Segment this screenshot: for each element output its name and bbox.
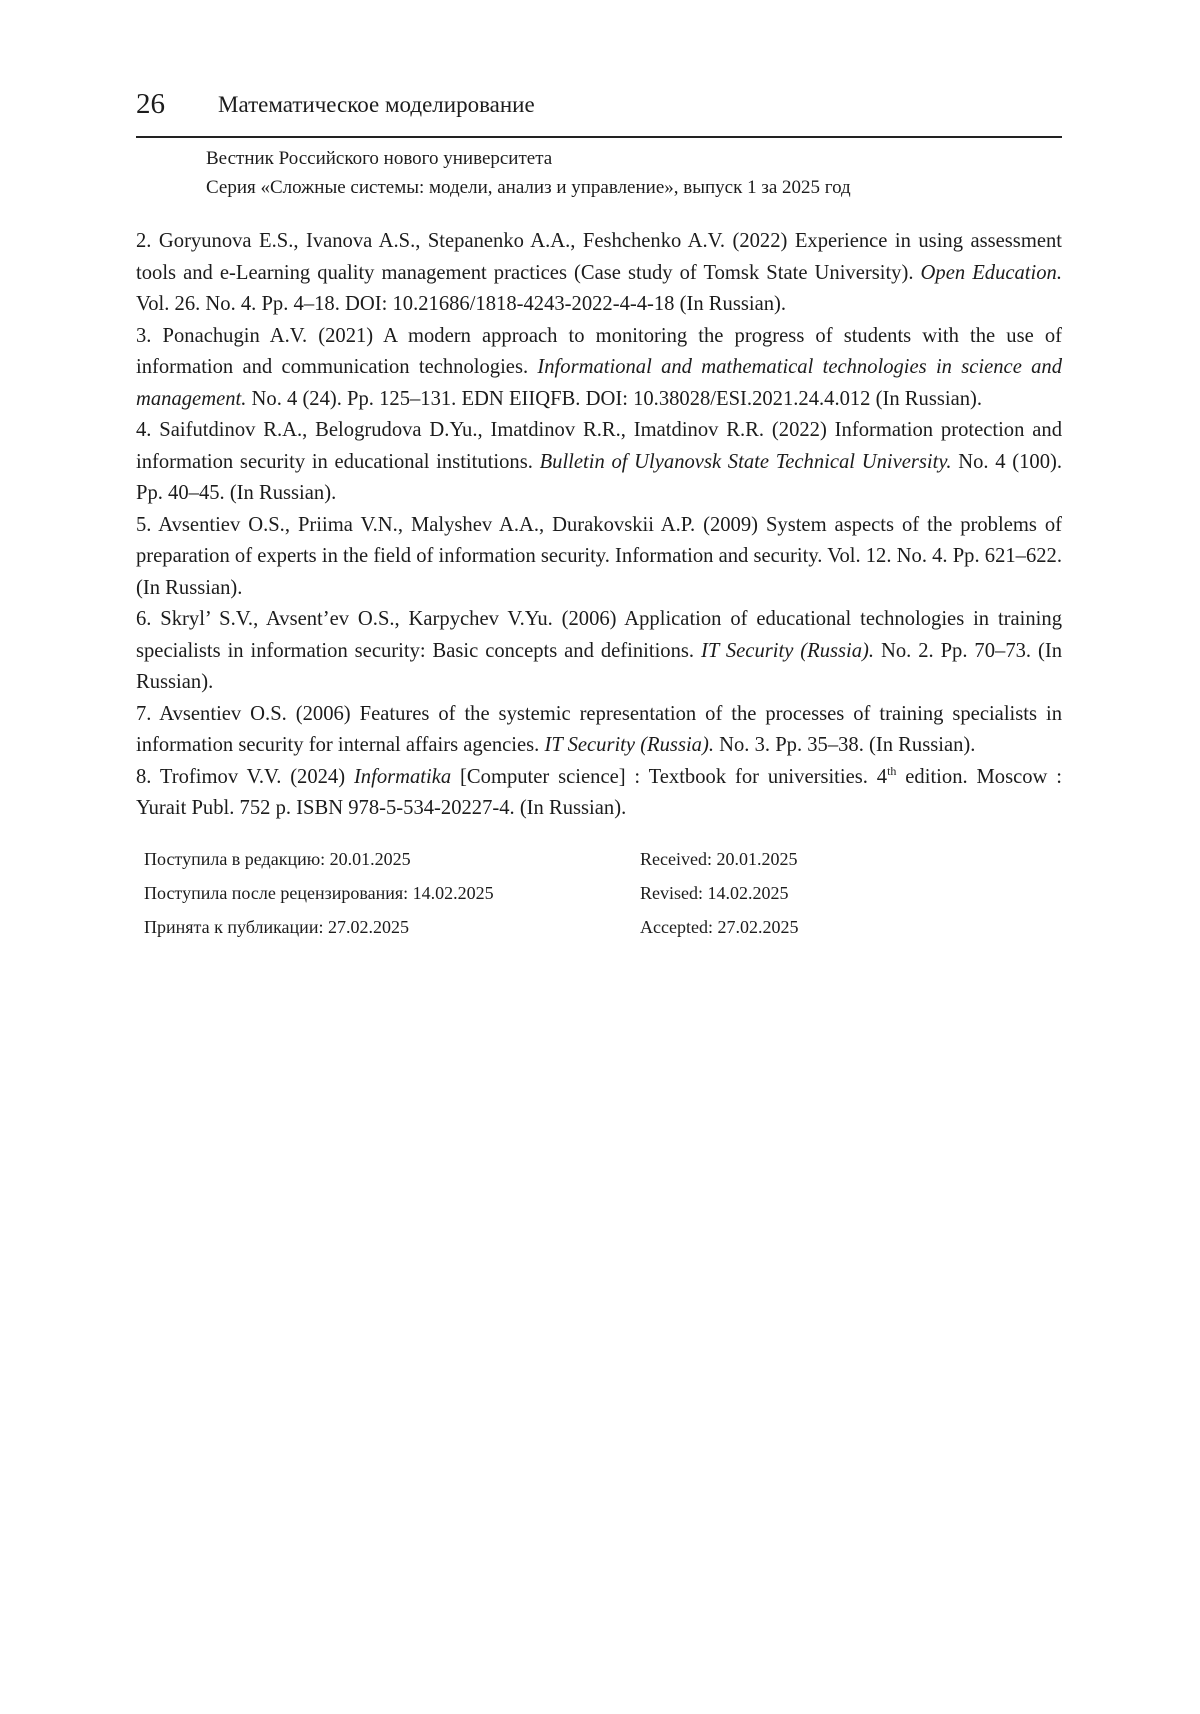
date-received-en: Received: 20.01.2025 bbox=[640, 849, 798, 869]
reference-source: IT Security (Russia). bbox=[701, 639, 875, 662]
submission-dates bbox=[144, 842, 904, 944]
date-accepted-en: Accepted: 27.02.2025 bbox=[640, 917, 799, 937]
reference-item-8 bbox=[136, 762, 1062, 825]
reference-text: 4. Saifutdinov R.A., Belogrudova D.Yu., Imatdinov R.R., Imatdinov R.R. (2022) Information protection and information security in educational institutions. bbox=[136, 419, 1062, 473]
ordinal-superscript: th bbox=[887, 763, 897, 778]
reference-item-3 bbox=[136, 321, 1062, 416]
reference-details: edition. Moscow : Yurait Publ. 752 p. ISBN 978-5-534-20227-4. (In Russian). bbox=[136, 765, 1062, 819]
date-revised-en: Revised: 14.02.2025 bbox=[640, 883, 789, 903]
reference-source: Bulletin of Ulyanovsk State Technical University. bbox=[539, 450, 952, 473]
reference-text: 8. Trofimov V.V. (2024) bbox=[136, 765, 354, 788]
reference-source: Informatika bbox=[353, 765, 452, 788]
reference-item-4 bbox=[136, 415, 1062, 510]
reference-item-7 bbox=[136, 699, 1062, 762]
date-row-revised bbox=[144, 876, 904, 910]
reference-text: 6. Skryl’ S.V., Avsent’ev O.S., Karpychev V.Yu. (2006) Application of educational technologies in training specialists in information security: Basic concepts and definitions. bbox=[136, 608, 1062, 662]
reference-source: Open Education. bbox=[920, 261, 1062, 284]
reference-source: Informational and mathematical technologies in science and management. bbox=[136, 356, 1062, 410]
date-row-received bbox=[144, 842, 904, 876]
date-accepted-ru: Принята к публикации: 27.02.2025 bbox=[144, 917, 409, 937]
reference-details: No. 3. Pp. 35–38. (In Russian). bbox=[713, 734, 976, 756]
reference-text: 2. Goryunova E.S., Ivanova A.S., Stepanenko A.A., Feshchenko A.V. (2022) Experience in using assessment tools and e-Learning quality management practices (Case study of Tomsk State University). bbox=[136, 230, 1062, 284]
reference-text: 3. Ponachugin A.V. (2021) A modern approach to monitoring the progress of students with the use of information and communication technologies. bbox=[136, 324, 1062, 378]
page-number: 26 bbox=[136, 88, 165, 120]
section-title: Математическое моделирование bbox=[218, 92, 535, 117]
reference-item-6 bbox=[136, 604, 1062, 699]
reference-details: No. 4 (24). Pp. 125–131. EDN EIIQFB. DOI: 10.38028/ESI.2021.24.4.012 (In Russian). bbox=[246, 387, 983, 410]
reference-details: Vol. 26. No. 4. Pp. 4–18. DOI: 10.21686/1818-4243-2022-4-4-18 (In Russian). bbox=[136, 293, 787, 315]
reference-item-2 bbox=[136, 226, 1062, 321]
journal-name: Вестник Российского нового университета bbox=[206, 148, 553, 169]
date-revised-ru: Поступила после рецензирования: 14.02.2025 bbox=[144, 883, 494, 903]
reference-list bbox=[136, 226, 1062, 825]
running-head bbox=[136, 84, 1062, 138]
reference-details: No. 2. Pp. 70–73. (In Russian). bbox=[136, 639, 1063, 693]
date-row-accepted bbox=[144, 910, 904, 944]
reference-text: 7. Avsentiev O.S. (2006) Features of the systemic representation of the processes of training specialists in information security for internal affairs agencies. bbox=[136, 702, 1062, 756]
date-received-ru: Поступила в редакцию: 20.01.2025 bbox=[144, 849, 411, 869]
journal-series: Серия «Сложные системы: модели, анализ и управление», выпуск 1 за 2025 год bbox=[206, 177, 851, 198]
reference-source: IT Security (Russia). bbox=[544, 734, 714, 756]
reference-item-5 bbox=[136, 510, 1062, 605]
reference-details: [Computer science] : Textbook for universities. 4 bbox=[451, 765, 888, 788]
reference-details: No. 4 (100). Pp. 40–45. (In Russian). bbox=[136, 450, 1062, 504]
reference-text: 5. Avsentiev O.S., Priima V.N., Malyshev A.A., Durakovskii A.P. (2009) System aspects of the problems of preparation of experts in the field of information security. Information and security. Vol. 12. No. 4. Pp. 621–622. (In Russian). bbox=[136, 513, 1062, 599]
journal-info bbox=[206, 144, 1066, 202]
